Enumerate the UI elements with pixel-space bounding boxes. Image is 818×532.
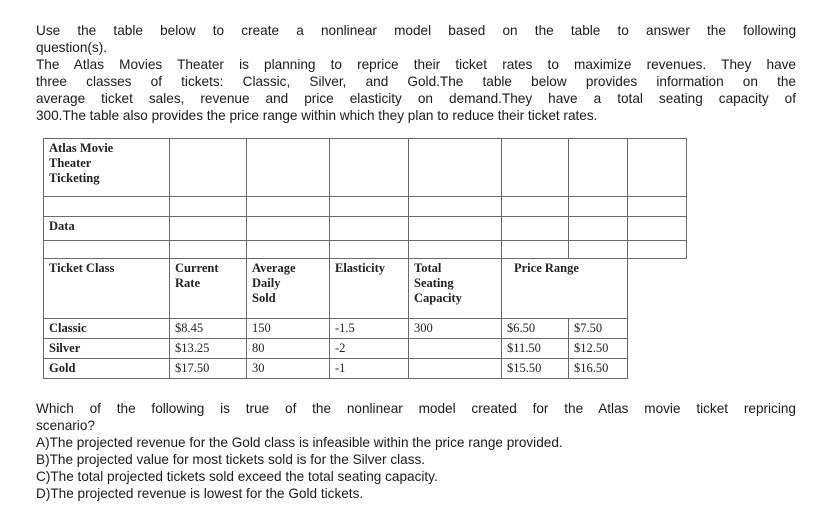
intro-line: three classes of tickets: Classic, Silver, and Gold.The table below provides information on the [36, 74, 796, 89]
intro-line: average ticket sales, revenue and price elasticity on demand.They have a total seating capacity of [36, 91, 796, 106]
row-elasticity: -1 [330, 359, 409, 379]
empty-cell [569, 139, 628, 197]
answer-option-d[interactable]: D)The projected revenue is lowest for the Gold tickets. [36, 486, 364, 501]
row-capacity: 300 [409, 319, 502, 339]
table-title-line: Ticketing [49, 171, 100, 185]
row-capacity [409, 339, 502, 359]
table-row [44, 339, 687, 359]
answer-option-a[interactable]: A)The projected revenue for the Gold class is infeasible within the price range provided. [36, 435, 563, 450]
header-price-range: Price Range [502, 259, 628, 319]
atlas-ticketing-table [43, 138, 687, 379]
intro-line: 300.The table also provides the price range within which they plan to reduce their ticket rates. [36, 108, 598, 123]
row-elasticity: -2 [330, 339, 409, 359]
table-title-cell [44, 139, 170, 197]
row-class: Classic [44, 319, 170, 339]
table-row [44, 319, 687, 339]
row-avg-sold: 30 [247, 359, 330, 379]
row-capacity [409, 359, 502, 379]
empty-cell [170, 139, 247, 197]
answer-option-b[interactable]: B)The projected value for most tickets sold is for the Silver class. [36, 452, 426, 467]
row-price-low: $11.50 [502, 339, 569, 359]
row-class: Gold [44, 359, 170, 379]
table-header-row [44, 259, 687, 319]
table-spacer-row [44, 197, 687, 217]
intro-paragraph [36, 22, 796, 124]
header-current-rate: Current Rate [170, 259, 247, 319]
row-elasticity: -1.5 [330, 319, 409, 339]
row-price-high: $16.50 [569, 359, 628, 379]
table-title-row [44, 139, 687, 197]
intro-line: Use the table below to create a nonlinear model based on the table to answer the following [36, 23, 796, 38]
empty-cell [502, 139, 569, 197]
header-elasticity: Elasticity [330, 259, 409, 319]
question-line: scenario? [36, 418, 95, 433]
intro-line: question(s). [36, 40, 108, 55]
row-price-high: $12.50 [569, 339, 628, 359]
table-spacer-row [44, 241, 687, 259]
row-price-low: $6.50 [502, 319, 569, 339]
empty-cell [247, 139, 330, 197]
question-line: Which of the following is true of the nonlinear model created for the Atlas movie ticket repricing [36, 401, 796, 416]
table-title-line: Theater [49, 156, 92, 170]
intro-line: The Atlas Movies Theater is planning to reprice their ticket rates to maximize revenues. They have [36, 57, 796, 72]
header-ticket-class: Ticket Class [44, 259, 170, 319]
table-title-line: Atlas Movie [49, 141, 114, 155]
row-price-high: $7.50 [569, 319, 628, 339]
row-class: Silver [44, 339, 170, 359]
data-label-cell: Data [44, 217, 170, 241]
row-current-rate: $8.45 [170, 319, 247, 339]
empty-cell [628, 139, 687, 197]
row-price-low: $15.50 [502, 359, 569, 379]
header-average-daily-sold: Average Daily Sold [247, 259, 330, 319]
empty-cell [409, 139, 502, 197]
table-row [44, 359, 687, 379]
row-avg-sold: 80 [247, 339, 330, 359]
row-current-rate: $17.50 [170, 359, 247, 379]
answer-option-c[interactable]: C)The total projected tickets sold exceed the total seating capacity. [36, 469, 438, 484]
header-total-seating-capacity: Total Seating Capacity [409, 259, 502, 319]
question-block [36, 400, 796, 502]
table-data-label-row [44, 217, 687, 241]
row-current-rate: $13.25 [170, 339, 247, 359]
row-avg-sold: 150 [247, 319, 330, 339]
empty-cell [330, 139, 409, 197]
